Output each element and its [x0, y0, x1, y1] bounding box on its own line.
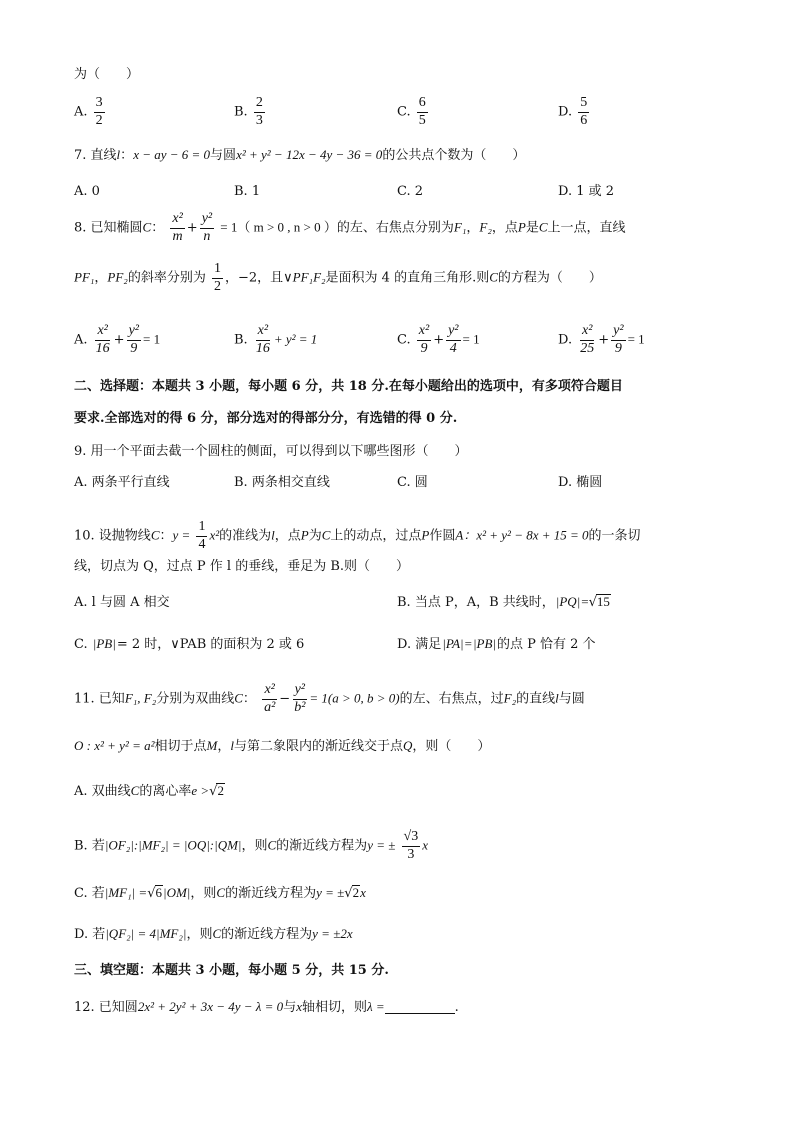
- q7-option-c[interactable]: C. 2: [397, 184, 424, 199]
- q7-option-a[interactable]: A. 0: [74, 184, 100, 199]
- q10-stem-line1: 10. 设抛物线C：y = $\frac{1}{4}$ x²的准线为l，点P为C上的动点，过点P作圆A：x² + y² − 8x + 15 = 0的一条切: [74, 519, 641, 552]
- section-2-heading: 二、选择题：本题共 3 小题，每小题 6 分，共 18 分.在每小题给出的选项中，有多项符合题目: [74, 379, 623, 394]
- q9-option-b[interactable]: B. 两条相交直线: [234, 475, 330, 490]
- q8-option-b[interactable]: B. $\frac{\text{x²}}{16}$ + y² = 1: [234, 323, 318, 356]
- q9-option-c[interactable]: C. 圆: [397, 475, 428, 490]
- q6-option-c[interactable]: C. $\frac{6}{5}$: [397, 95, 426, 128]
- q10-stem-line2: 线，切点为 Q，过点 P 作 l 的垂线，垂足为 B.则（ ）: [74, 559, 410, 574]
- q8-option-c[interactable]: C. $\frac{\text{x²}}{9}$ + $\frac{\text{y²}}{4}$ = 1: [397, 323, 480, 356]
- q10-option-c[interactable]: C. |PB|= 2 时，∨PAB 的面积为 2 或 6: [74, 636, 305, 652]
- q8-stem-line1: 8. 已知椭圆C： $\frac{\text{x²}}{m}$ + $\frac{\text{y²}}{n}$ = 1（ m > 0 , n > 0 ）的左、右焦点分别为F₁，F₂，点P是C上一点，直线: [74, 211, 626, 244]
- q11-option-a[interactable]: A. 双曲线C的离心率e >√2: [74, 783, 224, 799]
- q10-option-b[interactable]: B. 当点 P，A，B 共线时，|PQ|=√15: [397, 594, 610, 610]
- q11-stem-line2: O : x² + y² = a²相切于点M，l与第二象限内的渐近线交于点Q，则（ ）: [74, 738, 491, 754]
- q8-option-a[interactable]: A. $\frac{\text{x²}}{16}$ + $\frac{\text{y²}}{9}$ = 1: [74, 323, 161, 356]
- section-3-heading: 三、填空题：本题共 3 小题，每小题 5 分，共 15 分.: [74, 963, 389, 978]
- q6-d-fraction: $\frac{5}{6}$: [580, 95, 588, 128]
- q12-stem: 12. 已知圆2x² + 2y² + 3x − 4y − λ = 0与x轴相切，则λ = .: [74, 999, 459, 1015]
- q9-option-d[interactable]: D. 椭圆: [558, 475, 603, 490]
- q9-stem: 9. 用一个平面去截一个圆柱的侧面，可以得到以下哪些图形（ ）: [74, 444, 468, 459]
- q7-option-d[interactable]: D. 1 或 2: [558, 184, 615, 199]
- q11-option-b[interactable]: B. 若|OF₂|:|MF₂| = |OQ|:|QM|，则C的渐近线方程为y = ± $\frac{√3}{3}$ x: [74, 829, 428, 862]
- q7-stem: 7. 直线l：x − ay − 6 = 0与圆x² + y² − 12x − 4y − 36 = 0的公共点个数为（ ）: [74, 147, 526, 163]
- q6-option-b[interactable]: B. $\frac{2}{3}$: [234, 95, 263, 128]
- q7-option-b[interactable]: B. 1: [234, 184, 261, 199]
- q11-option-c[interactable]: C. 若|MF₁| =√6|OM|，则C的渐近线方程为y = ±√2x: [74, 885, 366, 901]
- q10-option-a[interactable]: A. l 与圆 A 相交: [74, 595, 170, 610]
- q8-option-d[interactable]: D. $\frac{\text{x²}}{25}$ + $\frac{\text{y²}}{9}$ = 1: [558, 323, 645, 356]
- q8-stem-line2: PF₁，PF₂的斜率分别为 $\frac{1}{2}$ ，−2，且∨PF₁F₂是面积为 4 的直角三角形.则C的方程为（ ）: [74, 261, 602, 294]
- q6-a-fraction: $\frac{3}{2}$: [95, 95, 103, 128]
- q6-continuation: 为（ ）: [74, 67, 140, 82]
- q6-option-d[interactable]: D. $\frac{5}{6}$: [558, 95, 588, 128]
- q11-stem-line1: 11. 已知F₁, F₂分别为双曲线C： $\frac{\text{x²}}{\text{a²}}$ − $\frac{\text{y²}}{\text{b²}}$ = 1(a > 0, b > 0)的左、右焦点，过F₂的直线l与圆: [74, 682, 585, 715]
- q6-c-fraction: $\frac{6}{5}$: [418, 95, 426, 128]
- q10-option-d[interactable]: D. 满足|PA|=|PB|的点 P 恰有 2 个: [397, 636, 596, 652]
- q11-option-d[interactable]: D. 若|QF₂| = 4|MF₂|，则C的渐近线方程为y = ±2x: [74, 926, 353, 942]
- section-2-heading-cont: 要求.全部选对的得 6 分，部分选对的得部分分，有选错的得 0 分.: [74, 411, 458, 426]
- q12-answer-blank[interactable]: [385, 1001, 455, 1014]
- q6-b-fraction: $\frac{2}{3}$: [255, 95, 263, 128]
- q6-option-a[interactable]: A. $\frac{3}{2}$: [74, 95, 103, 128]
- q9-option-a[interactable]: A. 两条平行直线: [74, 475, 170, 490]
